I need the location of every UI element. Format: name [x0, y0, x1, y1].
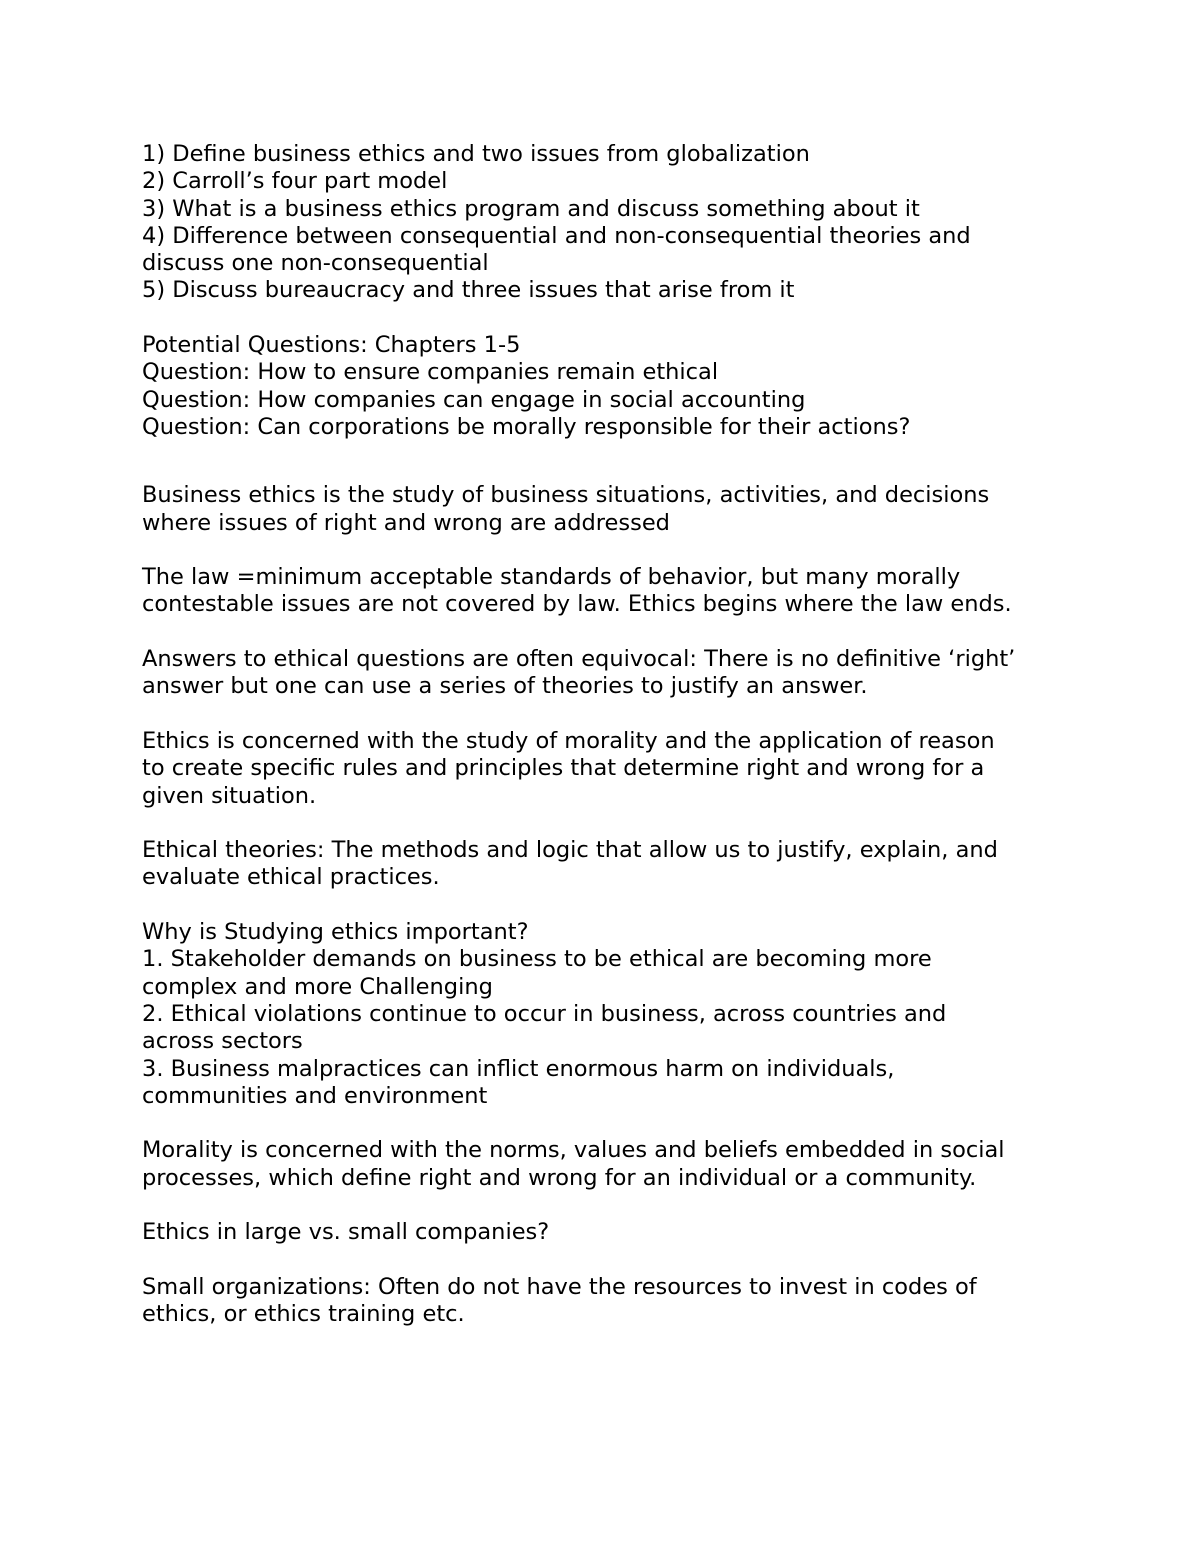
ethical-theories-paragraph — [142, 837, 1062, 892]
paragraph-line: Business ethics is the study of business situations, activities, and decisions — [142, 482, 990, 509]
exam-topic-4: 4) Difference between consequential and non-consequential theories and — [142, 222, 971, 249]
paragraph-line: Small organizations: Often do not have the resources to invest in codes of — [142, 1273, 977, 1300]
potential-questions-section — [142, 332, 1062, 441]
paragraph-line: evaluate ethical practices. — [142, 864, 440, 891]
spacer — [142, 1110, 1062, 1137]
exam-topic-1: 1) Define business ethics and two issues from globalization — [142, 141, 810, 167]
exam-topic-2: 2) Carroll’s four part model — [142, 168, 448, 195]
why-important-heading: Why is Studying ethics important? — [142, 919, 529, 946]
question-item: Question: How to ensure companies remain ethical — [142, 359, 719, 386]
list-item-continued: communities and environment — [142, 1082, 488, 1109]
question-item: Question: How companies can engage in social accounting — [142, 386, 806, 413]
law-paragraph — [142, 564, 1062, 619]
paragraph-line: answer but one can use a series of theories to justify an answer. — [142, 673, 868, 700]
paragraph-line: Ethical theories: The methods and logic that allow us to justify, explain, and — [142, 837, 998, 864]
paragraph-line: Morality is concerned with the norms, values and beliefs embedded in social — [142, 1137, 1005, 1164]
spacer — [142, 305, 1062, 332]
paragraph-line: given situation. — [142, 782, 317, 809]
list-item-continued: complex and more Challenging — [142, 973, 493, 1000]
exam-topic-3: 3) What is a business ethics program and discuss something about it — [142, 195, 920, 222]
business-ethics-definition — [142, 482, 1062, 537]
list-item-continued: across sectors — [142, 1028, 303, 1055]
document-body — [142, 141, 1062, 1328]
answers-paragraph — [142, 646, 1062, 701]
paragraph-line: where issues of right and wrong are addressed — [142, 509, 670, 536]
paragraph-line: to create specific rules and principles that determine right and wrong for a — [142, 755, 985, 782]
spacer — [142, 1247, 1062, 1274]
list-item: 2. Ethical violations continue to occur in business, across countries and — [142, 1000, 947, 1027]
paragraph-line: Ethics is concerned with the study of morality and the application of reason — [142, 727, 995, 754]
paragraph-line: Answers to ethical questions are often equivocal: There is no definitive ‘right’ — [142, 646, 1016, 673]
exam-topic-5: 5) Discuss bureaucracy and three issues that arise from it — [142, 277, 795, 304]
paragraph-line: contestable issues are not covered by law. Ethics begins where the law ends. — [142, 591, 1012, 618]
spacer — [142, 892, 1062, 919]
large-vs-small-heading: Ethics in large vs. small companies? — [142, 1219, 550, 1246]
why-important-section — [142, 919, 1062, 1110]
spacer — [142, 441, 1062, 482]
question-item: Question: Can corporations be morally responsible for their actions? — [142, 413, 911, 440]
exam-topics-list — [142, 141, 1062, 305]
ethics-definition — [142, 728, 1062, 810]
list-item: 3. Business malpractices can inflict enormous harm on individuals, — [142, 1055, 895, 1082]
potential-questions-heading: Potential Questions: Chapters 1-5 — [142, 332, 521, 359]
paragraph-line: ethics, or ethics training etc. — [142, 1301, 465, 1328]
spacer — [142, 1192, 1062, 1219]
spacer — [142, 537, 1062, 564]
small-organizations-paragraph — [142, 1274, 1062, 1329]
exam-topic-4-continued: discuss one non-consequential — [142, 250, 489, 277]
morality-paragraph — [142, 1137, 1062, 1192]
spacer — [142, 701, 1062, 728]
paragraph-line: processes, which define right and wrong for an individual or a community. — [142, 1164, 977, 1191]
spacer — [142, 810, 1062, 837]
list-item: 1. Stakeholder demands on business to be ethical are becoming more — [142, 946, 932, 973]
spacer — [142, 619, 1062, 646]
paragraph-line: The law =minimum acceptable standards of behavior, but many morally — [142, 564, 961, 591]
